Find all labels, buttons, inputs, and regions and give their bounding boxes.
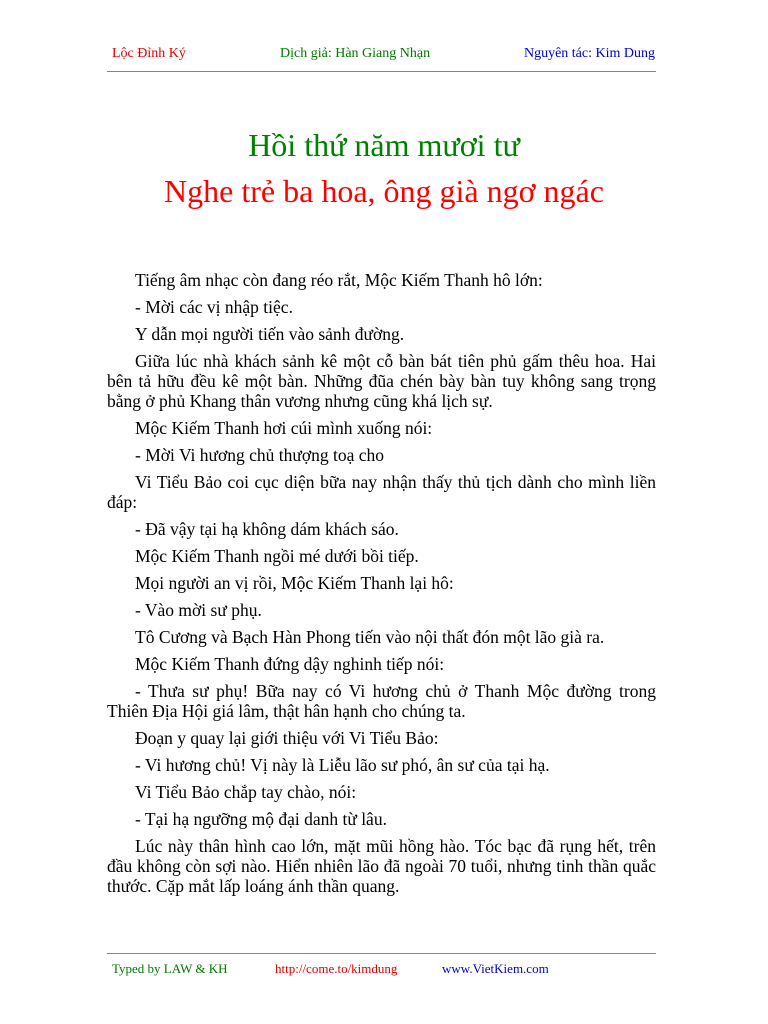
book-title: Lộc Đỉnh Ký [112,46,186,61]
typed-by-credit: Typed by LAW & KH [112,961,228,976]
paragraph: Tiếng âm nhạc còn đang réo rắt, Mộc Kiếm Thanh hô lớn: [135,270,543,290]
paragraph: - Vi hương chủ! Vị này là Liễu lão sư phó, ân sư của tại hạ. [135,755,550,775]
paragraph: Vi Tiểu Bảo coi cục diện bữa nay nhận thấy thủ tịch dành cho mình liền đáp: [107,472,656,512]
vietkiem-link[interactable]: www.VietKiem.com [442,961,549,976]
footer-divider [107,953,656,954]
paragraph: Mộc Kiếm Thanh ngồi mé dưới bồi tiếp. [135,546,419,566]
paragraph: - Vào mời sư phụ. [135,600,262,620]
header-divider [107,71,656,72]
paragraph: Mộc Kiếm Thanh hơi cúi mình xuống nói: [135,418,433,438]
paragraph: Lúc này thân hình cao lớn, mặt mũi hồng hào. Tóc bạc đã rụng hết, trên đầu không còn sợi nào. Hiển nhiên lão đã ngoài 70 tuổi, nhưng tinh thần quắc thước. Cặp mắt lấp loáng ánh thần quang. [107,836,656,896]
paragraph: - Mời Vi hương chủ thượng toạ cho [135,445,385,465]
kimdung-link[interactable]: http://come.to/kimdung [275,961,398,976]
author-credit: Nguyên tác: Kim Dung [523,46,655,61]
paragraph: Đoạn y quay lại giới thiệu với Vi Tiểu Bảo: [135,728,439,748]
paragraph: Mộc Kiếm Thanh đứng dậy nghinh tiếp nói: [135,654,445,674]
paragraph: - Thưa sư phụ! Bữa nay có Vi hương chủ ở Thanh Mộc đường trong Thiên Địa Hội giá lâm, thật hân hạnh cho chúng ta. [107,681,656,721]
paragraph: - Mời các vị nhập tiệc. [135,297,293,317]
paragraph: Y dẫn mọi người tiến vào sảnh đường. [135,324,405,344]
page-footer [107,960,656,980]
paragraph: Vi Tiểu Bảo chắp tay chào, nói: [135,782,357,802]
paragraph: Giữa lúc nhà khách sảnh kê một cỗ bàn bát tiên phủ gấm thêu hoa. Hai bên tả hữu đều kê một bàn. Những đũa chén bày bàn tuy không sang trọng bằng ở phủ Khang thân vương nhưng cũng khá lịch sự. [107,351,656,411]
paragraph: - Đã vậy tại hạ không dám khách sáo. [135,519,399,539]
translator-credit: Dịch giả: Hàn Giang Nhạn [280,46,431,61]
paragraph: - Tại hạ ngưỡng mộ đại danh từ lâu. [135,809,387,829]
paragraph: Tô Cương và Bạch Hàn Phong tiến vào nội thất đón một lão già ra. [135,627,605,647]
paragraph: Mọi người an vị rồi, Mộc Kiếm Thanh lại hô: [135,573,454,593]
page-header [107,40,655,70]
chapter-title: Nghe trẻ ba hoa, ông già ngơ ngác [164,173,604,209]
chapter-number: Hồi thứ năm mươi tư [248,127,520,163]
chapter-body [107,270,656,903]
